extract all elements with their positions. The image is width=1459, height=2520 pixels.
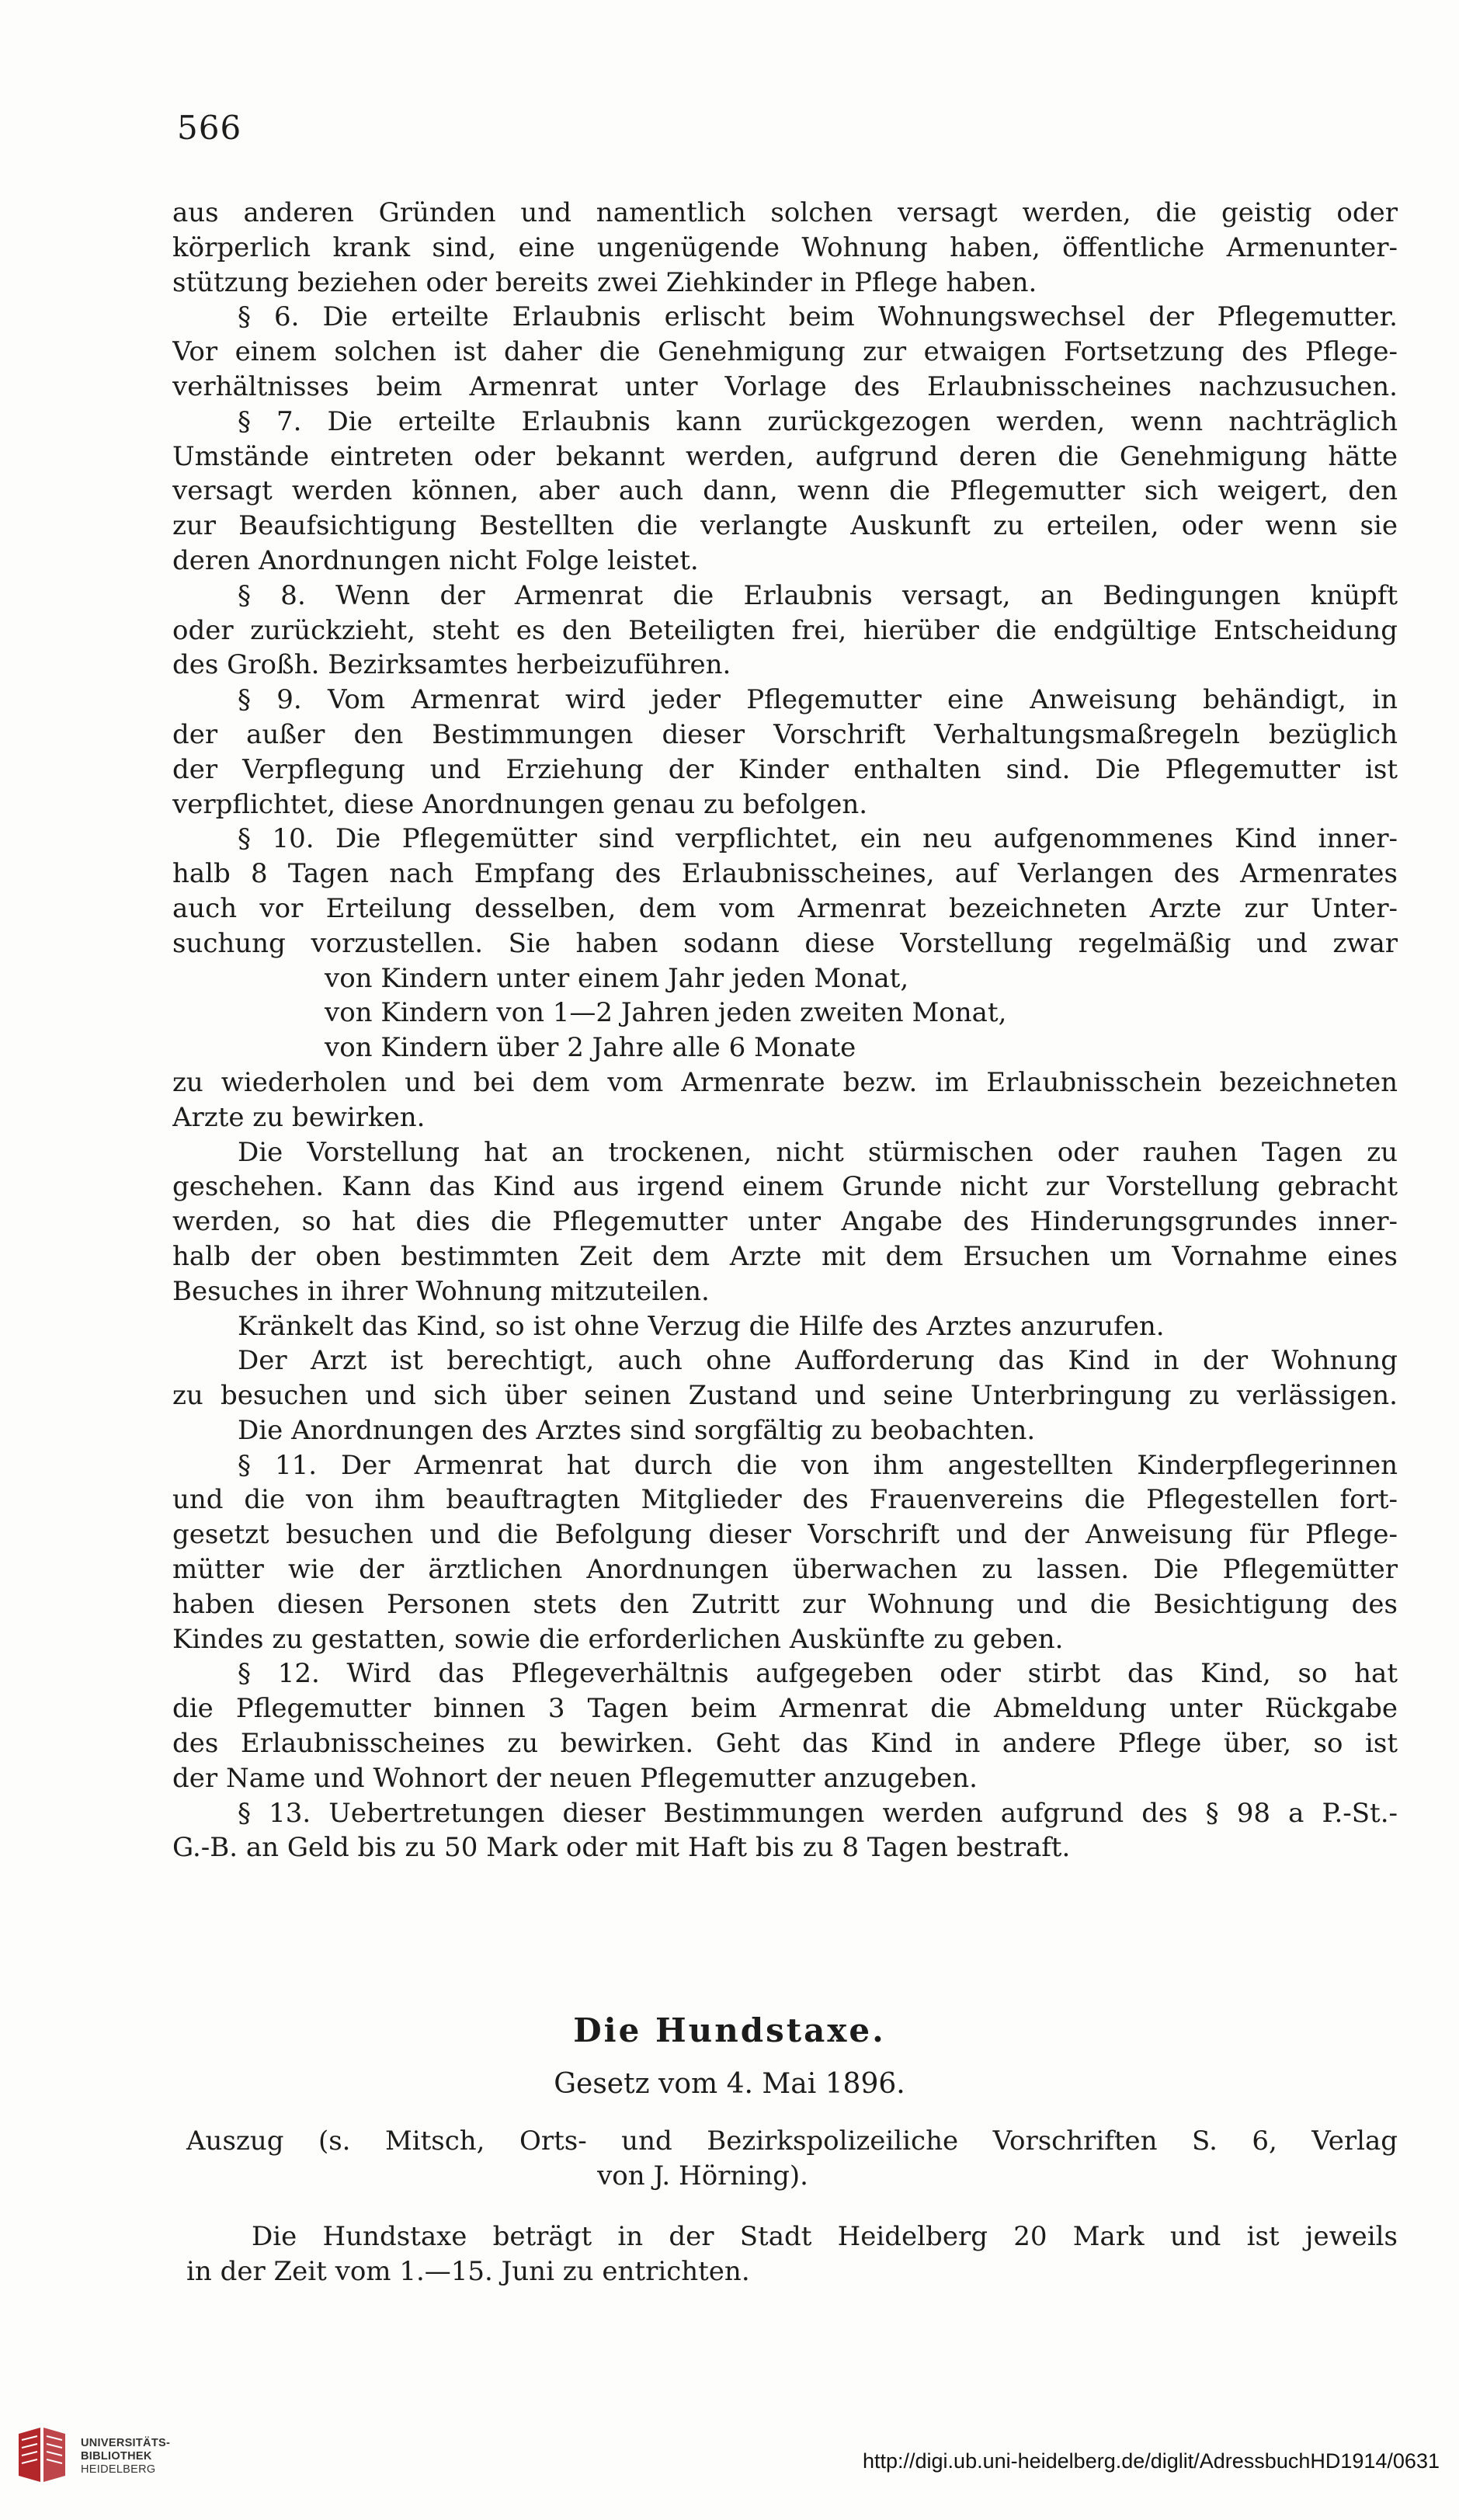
- library-name-line: BIBLIOTHEK: [81, 2450, 152, 2463]
- library-name: [81, 2437, 170, 2477]
- paragraph-section-11: [172, 1448, 1398, 1657]
- text-line: geschehen. Kann das Kind aus irgend einem Grunde nicht zur Vorstellung gebracht: [172, 1171, 1398, 1203]
- text-line: Die Anordnungen des Arztes sind sorgfältig zu beobachten.: [238, 1414, 1036, 1446]
- page-number: 566: [177, 109, 242, 147]
- text-line: suchung vorzustellen. Sie haben sodann diese Vorstellung regelmäßig und zwar: [172, 927, 1398, 959]
- section-subtitle: Gesetz vom 4. Mai 1896.: [554, 2068, 905, 2100]
- text-line: werden, so hat dies die Pflegemutter unter Angabe des Hinderungsgrundes inner-: [172, 1206, 1398, 1238]
- excerpt-line: von J. Hörning).: [597, 2160, 808, 2192]
- digitization-footer: [0, 2407, 1459, 2520]
- paragraph-section-8: [172, 579, 1398, 683]
- text-line: Besuches in ihrer Wohnung mitzuteilen.: [172, 1275, 710, 1307]
- text-line: verhältnisses beim Armenrat unter Vorlage des Erlaubnisscheines nachzusuchen.: [172, 370, 1398, 402]
- text-line: gesetzt besuchen und die Befolgung dieser Vorschrift und der Anweisung für Pflege-: [172, 1519, 1398, 1551]
- excerpt-reference: [186, 2124, 1398, 2194]
- paragraph-section-13: [172, 1796, 1398, 1866]
- paragraph-schedule-continuation: [172, 1065, 1398, 1135]
- text-line: § 13. Uebertretungen dieser Bestimmungen werden aufgrund des § 98 a P.-St.-: [238, 1797, 1398, 1829]
- text-line: der Verpflegung und Erziehung der Kinder enthalten sind. Die Pflegemutter ist: [172, 753, 1398, 785]
- text-line: körperlich krank sind, eine ungenügende Wohnung haben, öffentliche Armenunter-: [172, 231, 1398, 263]
- text-line: halb der oben bestimmten Zeit dem Arzte mit dem Ersuchen um Vornahme eines: [172, 1240, 1398, 1272]
- text-line: § 10. Die Pflegemütter sind verpflichtet, ein neu aufgenommenes Kind inner-: [238, 823, 1398, 855]
- schedule-line: von Kindern von 1—2 Jahren jeden zweiten Monat,: [325, 997, 1007, 1029]
- text-line: des Erlaubnisscheines zu bewirken. Geht das Kind in andere Pflege über, so ist: [172, 1728, 1398, 1760]
- library-name-line: HEIDELBERG: [81, 2463, 156, 2476]
- university-library-logo-icon: [11, 2424, 73, 2487]
- text-line: zu besuchen und sich über seinen Zustand und seine Unterbringung zu verlässigen.: [172, 1380, 1398, 1412]
- text-line: Umstände eintreten oder bekannt werden, aufgrund deren die Genehmigung hätte: [172, 440, 1398, 472]
- text-line: mütter wie der ärztlichen Anordnungen überwachen zu lassen. Die Pflegemütter: [172, 1554, 1398, 1586]
- text-line: und die von ihm beauftragten Mitglieder des Frauenvereins die Pflegestellen fort-: [172, 1484, 1398, 1516]
- library-name-line: UNIVERSITÄTS-: [81, 2437, 171, 2449]
- text-line: des Großh. Bezirksamtes herbeizuführen.: [172, 649, 731, 681]
- text-line: § 12. Wird das Pflegeverhältnis aufgegeben oder stirbt das Kind, so hat: [238, 1658, 1398, 1690]
- paragraph-illness: [172, 1309, 1398, 1344]
- text-line: § 8. Wenn der Armenrat die Erlaubnis versagt, an Bedingungen knüpft: [238, 579, 1398, 611]
- paragraph-section-9: [172, 683, 1398, 822]
- text-line: halb 8 Tagen nach Empfang des Erlaubnisscheines, auf Verlangen des Armenrates: [172, 858, 1398, 890]
- paragraph-presentation: [172, 1135, 1398, 1309]
- text-line: in der Zeit vom 1.—15. Juni zu entrichten.: [186, 2255, 750, 2287]
- paragraph-continuation: [172, 196, 1398, 300]
- schedule-line: von Kindern unter einem Jahr jeden Monat,: [325, 962, 909, 994]
- examination-schedule: [172, 961, 1398, 1065]
- text-line: der Name und Wohnort der neuen Pflegemutter anzugeben.: [172, 1762, 978, 1794]
- paragraph-section-7: [172, 405, 1398, 579]
- excerpt-line: Auszug (s. Mitsch, Orts- und Bezirkspolizeiliche Vorschriften S. 6, Verlag: [186, 2125, 1398, 2157]
- text-line: Die Vorstellung hat an trockenen, nicht stürmischen oder rauhen Tagen zu: [238, 1136, 1398, 1168]
- text-line: § 11. Der Armenrat hat durch die von ihm angestellten Kinderpflegerinnen: [238, 1449, 1398, 1481]
- section-title: Die Hundstaxe.: [573, 2011, 886, 2049]
- schedule-line: von Kindern über 2 Jahre alle 6 Monate: [325, 1032, 856, 1064]
- text-line: G.-B. an Geld bis zu 50 Mark oder mit Haft bis zu 8 Tagen bestraft.: [172, 1832, 1071, 1864]
- text-line: zu wiederholen und bei dem vom Armenrate bezw. im Erlaubnisschein bezeichneten: [172, 1066, 1398, 1098]
- text-line: verpflichtet, diese Anordnungen genau zu befolgen.: [172, 788, 868, 820]
- paragraph-section-12: [172, 1656, 1398, 1795]
- paragraph-doctor-orders: [172, 1413, 1398, 1448]
- source-url-link[interactable]: http://digi.ub.uni-heidelberg.de/diglit/AdressbuchHD1914/0631: [862, 2449, 1440, 2473]
- tax-paragraph: [186, 2219, 1398, 2289]
- text-line: deren Anordnungen nicht Folge leistet.: [172, 544, 699, 576]
- text-line: Arzte zu bewirken.: [172, 1101, 426, 1133]
- text-line: aus anderen Gründen und namentlich solchen versagt werden, die geistig oder: [172, 197, 1398, 228]
- paragraph-doctor-rights: [172, 1343, 1398, 1413]
- paragraph-section-6: [172, 300, 1398, 404]
- text-line: Der Arzt ist berechtigt, auch ohne Aufforderung das Kind in der Wohnung: [238, 1345, 1398, 1377]
- text-line: der außer den Bestimmungen dieser Vorschrift Verhaltungsmaßregeln bezüglich: [172, 718, 1398, 750]
- text-line: § 9. Vom Armenrat wird jeder Pflegemutter eine Anweisung behändigt, in: [238, 684, 1398, 716]
- text-line: Die Hundstaxe beträgt in der Stadt Heidelberg 20 Mark und ist jeweils: [252, 2221, 1398, 2252]
- text-line: die Pflegemutter binnen 3 Tagen beim Armenrat die Abmeldung unter Rückgabe: [172, 1693, 1398, 1725]
- text-line: auch vor Erteilung desselben, dem vom Armenrat bezeichneten Arzte zur Unter-: [172, 892, 1398, 924]
- text-line: versagt werden können, aber auch dann, wenn die Pflegemutter sich weigert, den: [172, 475, 1398, 507]
- text-line: § 7. Die erteilte Erlaubnis kann zurückgezogen werden, wenn nachträglich: [238, 405, 1398, 437]
- regulation-text: [172, 196, 1398, 1865]
- text-line: Vor einem solchen ist daher die Genehmigung zur etwaigen Fortsetzung des Pflege-: [172, 336, 1398, 368]
- text-line: oder zurückzieht, steht es den Beteiligten frei, hierüber die endgültige Entscheidung: [172, 614, 1398, 646]
- text-line: § 6. Die erteilte Erlaubnis erlischt beim Wohnungswechsel der Pflegemutter.: [238, 301, 1398, 333]
- paragraph-section-10: [172, 822, 1398, 961]
- text-line: haben diesen Personen stets den Zutritt zur Wohnung und die Besichtigung des: [172, 1588, 1398, 1620]
- text-line: Kränkelt das Kind, so ist ohne Verzug die Hilfe des Arztes anzurufen.: [238, 1310, 1165, 1342]
- text-line: stützung beziehen oder bereits zwei Ziehkinder in Pflege haben.: [172, 266, 1037, 298]
- text-line: Kindes zu gestatten, sowie die erforderlichen Auskünfte zu geben.: [172, 1623, 1064, 1655]
- text-line: zur Beaufsichtigung Bestellten die verlangte Auskunft zu erteilen, oder wenn sie: [172, 510, 1398, 542]
